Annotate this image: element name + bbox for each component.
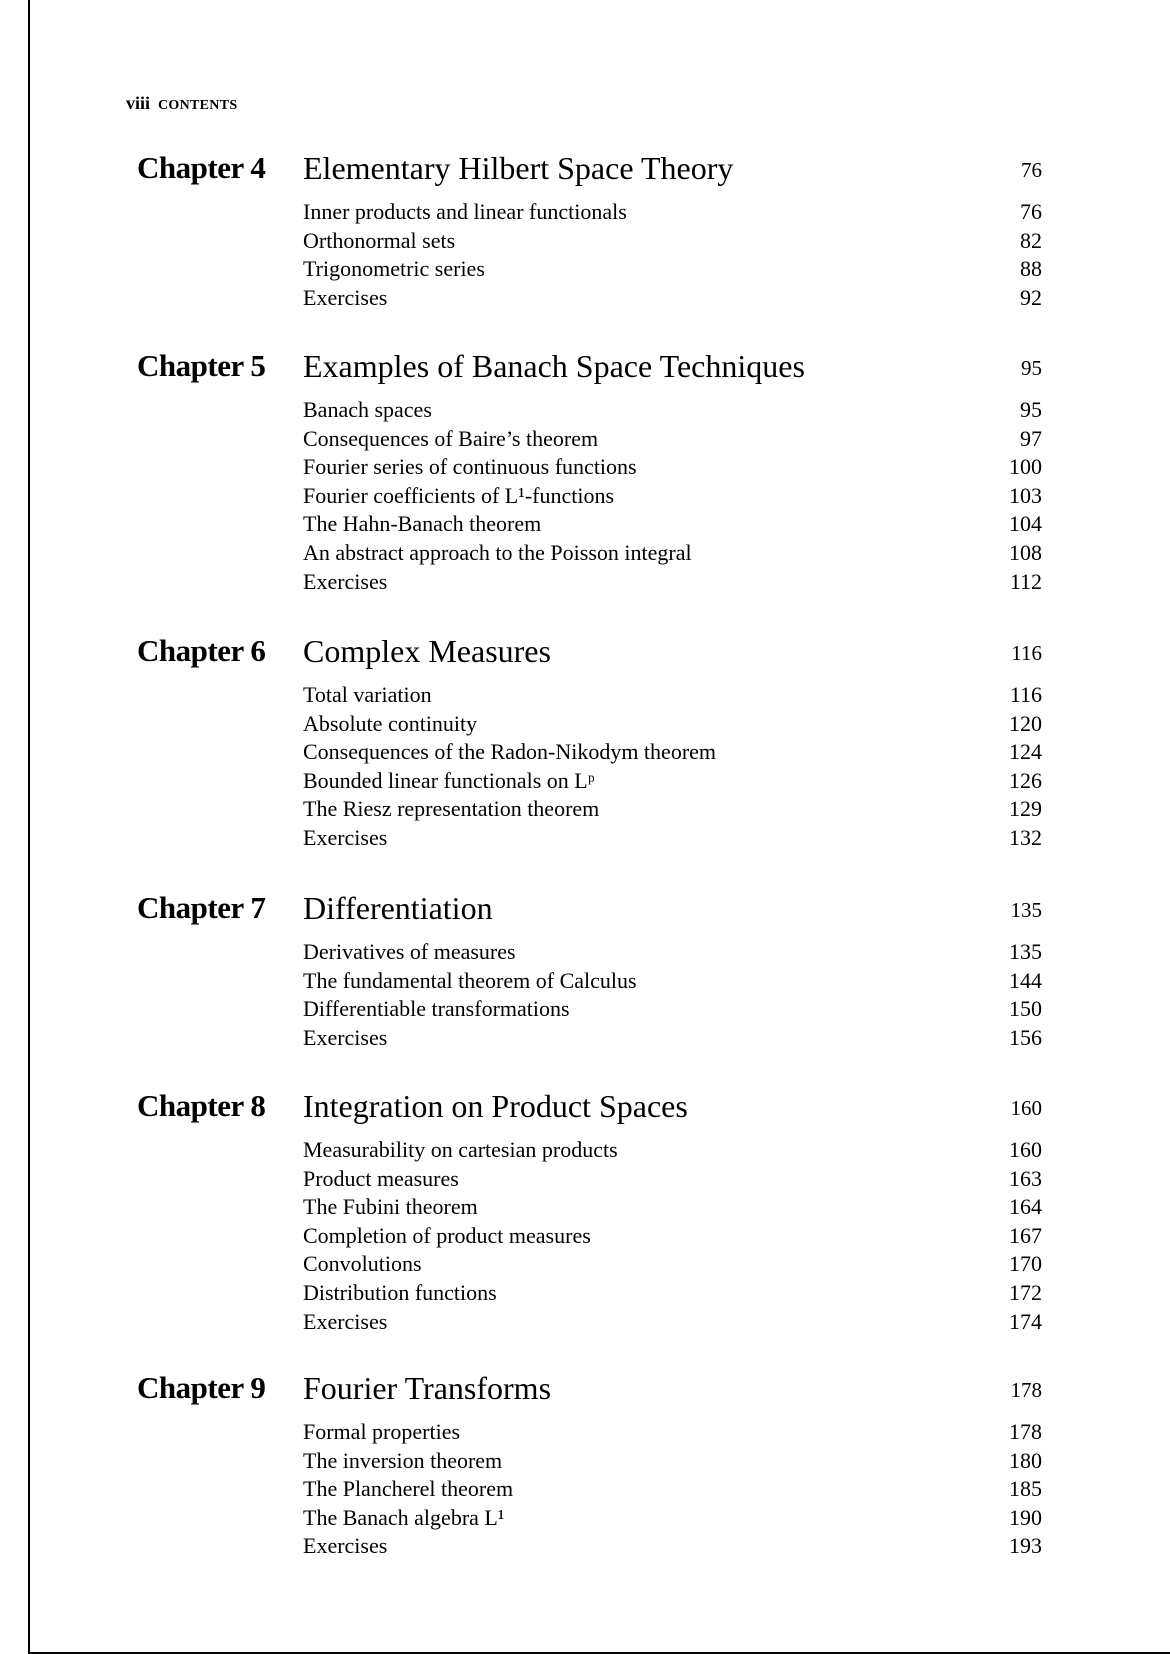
section-list [303,938,1042,1052]
chapter-title: Examples of Banach Space Techniques [303,348,805,384]
section-page: 76 [1020,199,1042,224]
section-list [303,1136,1042,1336]
section-page: 167 [1009,1222,1042,1248]
section-title: The inversion theorem [303,1447,503,1473]
section-title: Distribution functions [303,1279,497,1305]
section-page: 116 [1009,682,1042,707]
section-title: Measurability on cartesian products [303,1137,618,1162]
section-entry [303,510,1042,539]
section-title: Total variation [303,682,432,707]
section-page: 95 [1020,397,1042,422]
section-title: Orthonormal sets [303,227,456,253]
section-title: Consequences of Baire’s theorem [303,425,599,451]
chapter-label: Chapter 7 [137,890,266,925]
section-page: 178 [1009,1419,1042,1444]
section-page: 126 [1009,767,1042,793]
chapter-label: Chapter 8 [137,1088,266,1123]
left-border-rule [28,0,30,1654]
chapter-page: 116 [1011,641,1042,665]
section-title: Banach spaces [303,397,432,422]
section-title: Exercises [303,1533,388,1559]
section-entry [303,284,1042,313]
section-page: 163 [1009,1165,1042,1191]
section-entry [303,767,1042,796]
section-entry [303,1250,1042,1279]
running-head-page: viii [126,93,151,113]
section-entry [303,824,1042,853]
section-list [303,681,1042,853]
section-entry [303,1136,1042,1165]
section-page: 92 [1020,284,1042,310]
section-entry [303,795,1042,824]
section-entry [303,227,1042,256]
section-title: Exercises [303,1024,388,1050]
section-entry [303,710,1042,739]
section-page: 150 [1009,996,1042,1022]
section-title: Fourier coefficients of L¹-functions [303,482,615,508]
section-page: 88 [1020,256,1042,282]
section-page: 100 [1009,454,1042,480]
chapter-label: Chapter 6 [137,633,266,668]
section-entry [303,995,1042,1024]
section-entry [303,539,1042,568]
chapter-title: Elementary Hilbert Space Theory [303,150,734,186]
chapter-label: Chapter 4 [137,150,266,185]
section-page: 193 [1009,1533,1042,1559]
section-entry [303,1165,1042,1194]
section-entry [303,681,1042,710]
section-entry [303,1024,1042,1053]
section-page: 174 [1009,1308,1042,1334]
section-title: Bounded linear functionals on Lᵖ [303,767,595,793]
section-list [303,396,1042,596]
running-head-label: CONTENTS [158,98,238,113]
section-title: Differentiable transformations [303,996,570,1022]
section-page: 135 [1009,939,1042,964]
section-title: Exercises [303,284,388,310]
section-page: 144 [1009,967,1042,993]
chapter-title: Fourier Transforms [303,1370,552,1406]
section-page: 180 [1009,1447,1042,1473]
section-page: 172 [1009,1279,1042,1305]
section-entry [303,1504,1042,1533]
section-page: 170 [1009,1251,1042,1277]
section-title: The Plancherel theorem [303,1476,514,1502]
chapter-title: Differentiation [303,890,493,926]
section-title: The Riesz representation theorem [303,796,600,822]
section-entry [303,198,1042,227]
section-page: 112 [1009,568,1042,594]
section-entry [303,1475,1042,1504]
section-title: The fundamental theorem of Calculus [303,967,637,993]
section-entry [303,425,1042,454]
chapter-label: Chapter 9 [137,1370,266,1405]
section-page: 185 [1009,1476,1042,1502]
section-entry [303,396,1042,425]
section-title: The Fubini theorem [303,1194,478,1220]
section-title: Consequences of the Radon-Nikodym theorem [303,739,717,765]
section-entry [303,1418,1042,1447]
section-title: Trigonometric series [303,256,485,282]
section-page: 124 [1009,739,1042,765]
section-title: Product measures [303,1165,459,1191]
section-page: 164 [1009,1194,1042,1220]
section-title: Exercises [303,824,388,850]
section-page: 97 [1020,425,1042,451]
running-head [126,93,237,114]
chapter-title: Complex Measures [303,633,551,669]
chapter-page: 95 [1021,356,1042,380]
section-title: Completion of product measures [303,1222,591,1248]
section-list [303,198,1042,312]
section-page: 120 [1009,710,1042,736]
chapter-title: Integration on Product Spaces [303,1088,688,1124]
section-entry [303,1532,1042,1561]
section-title: Inner products and linear functionals [303,199,627,224]
chapter-page: 178 [1010,1378,1042,1402]
section-list [303,1418,1042,1561]
section-title: Exercises [303,568,388,594]
chapter-label: Chapter 5 [137,348,266,383]
section-entry [303,1308,1042,1337]
chapter-page: 160 [1010,1096,1042,1120]
chapter-page: 135 [1010,898,1042,922]
section-page: 132 [1009,824,1042,850]
section-entry [303,738,1042,767]
section-entry [303,255,1042,284]
section-title: Formal properties [303,1419,461,1444]
chapter-page: 76 [1021,158,1042,182]
section-page: 104 [1009,511,1042,537]
section-entry [303,1279,1042,1308]
section-title: Exercises [303,1308,388,1334]
section-page: 190 [1009,1504,1042,1530]
section-page: 82 [1020,227,1042,253]
section-entry [303,453,1042,482]
section-entry [303,967,1042,996]
section-title: Absolute continuity [303,710,478,736]
section-title: An abstract approach to the Poisson integral [303,539,692,565]
section-title: Convolutions [303,1251,422,1277]
section-page: 156 [1009,1024,1042,1050]
section-entry [303,568,1042,597]
section-title: Fourier series of continuous functions [303,454,637,480]
section-entry [303,1193,1042,1222]
section-entry [303,482,1042,511]
section-page: 103 [1009,482,1042,508]
section-entry [303,938,1042,967]
section-title: The Banach algebra L¹ [303,1504,505,1530]
section-title: Derivatives of measures [303,939,516,964]
section-page: 160 [1009,1137,1042,1162]
section-entry [303,1222,1042,1251]
section-title: The Hahn-Banach theorem [303,511,542,537]
section-page: 129 [1009,796,1042,822]
section-entry [303,1447,1042,1476]
section-page: 108 [1009,539,1042,565]
